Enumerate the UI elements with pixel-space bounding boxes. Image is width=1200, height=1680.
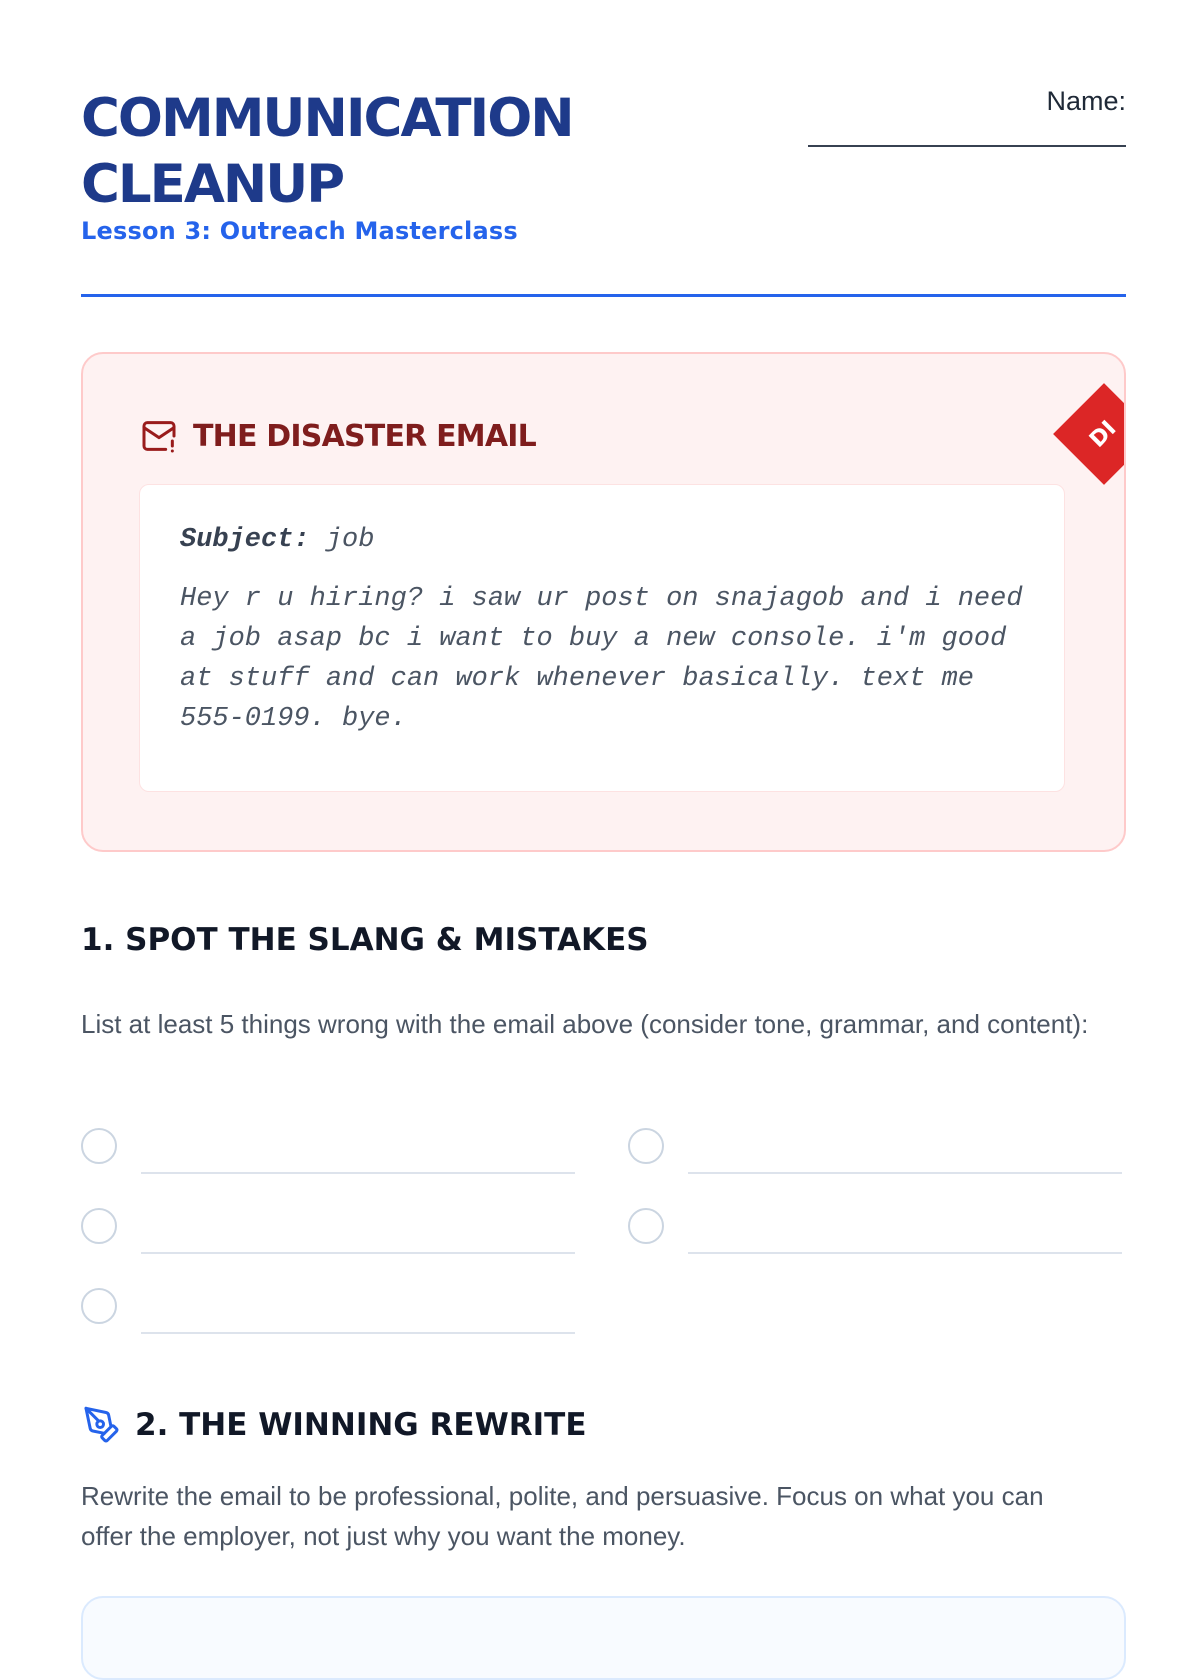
disaster-card-title: THE DISASTER EMAIL xyxy=(193,418,536,454)
page-title: COMMUNICATION CLEANUP xyxy=(81,88,573,215)
header-divider xyxy=(81,294,1126,297)
answer-line[interactable] xyxy=(688,1252,1122,1254)
name-write-line[interactable] xyxy=(808,145,1126,147)
answer-item[interactable] xyxy=(81,1128,575,1176)
section1-instructions: List at least 5 things wrong with the email above (consider tone, grammar, and content): xyxy=(81,1009,1089,1039)
answer-checkbox[interactable] xyxy=(81,1128,117,1164)
answer-line[interactable] xyxy=(141,1172,575,1174)
pen-tool-icon xyxy=(81,1405,121,1445)
answer-line[interactable] xyxy=(141,1332,575,1334)
answer-checkbox[interactable] xyxy=(628,1128,664,1164)
ribbon-label: DI xyxy=(1085,416,1122,453)
worksheet-header xyxy=(81,86,1126,298)
disaster-card-header xyxy=(139,416,536,456)
answer-item[interactable] xyxy=(81,1208,575,1256)
corner-ribbon xyxy=(1048,398,1126,458)
name-field[interactable] xyxy=(806,86,1126,147)
email-subject xyxy=(180,525,1024,555)
section2-header xyxy=(81,1405,587,1445)
section2-instructions: Rewrite the email to be professional, polite, and persuasive. Focus on what you can offer the employer, not just why you want the money. xyxy=(81,1481,1044,1551)
section2-title: 2. THE WINNING REWRITE xyxy=(135,1407,587,1443)
disaster-email-card xyxy=(81,352,1126,852)
rewrite-answer-box[interactable] xyxy=(81,1596,1126,1680)
lesson-subtitle: Lesson 3: Outreach Masterclass xyxy=(81,217,518,245)
answer-item[interactable] xyxy=(81,1288,575,1336)
mail-alert-icon xyxy=(139,416,179,456)
answer-line[interactable] xyxy=(141,1252,575,1254)
answer-checkbox[interactable] xyxy=(628,1208,664,1244)
answer-line[interactable] xyxy=(688,1172,1122,1174)
name-label: Name: xyxy=(1046,86,1126,116)
email-body: Hey r u hiring? i saw ur post on snajagob and i need a job asap bc i want to buy a new console. i'm good at stuff and can work whenever basically. text me 555-0199. bye. xyxy=(180,584,1023,734)
answer-item[interactable] xyxy=(628,1128,1122,1176)
answer-checkbox[interactable] xyxy=(81,1208,117,1244)
section1-title: 1. SPOT THE SLANG & MISTAKES xyxy=(81,922,649,958)
subject-label: Subject: xyxy=(180,525,310,555)
answer-item[interactable] xyxy=(628,1208,1122,1256)
email-sample xyxy=(139,484,1065,792)
answer-checkbox[interactable] xyxy=(81,1288,117,1324)
subject-value: job xyxy=(325,525,375,555)
